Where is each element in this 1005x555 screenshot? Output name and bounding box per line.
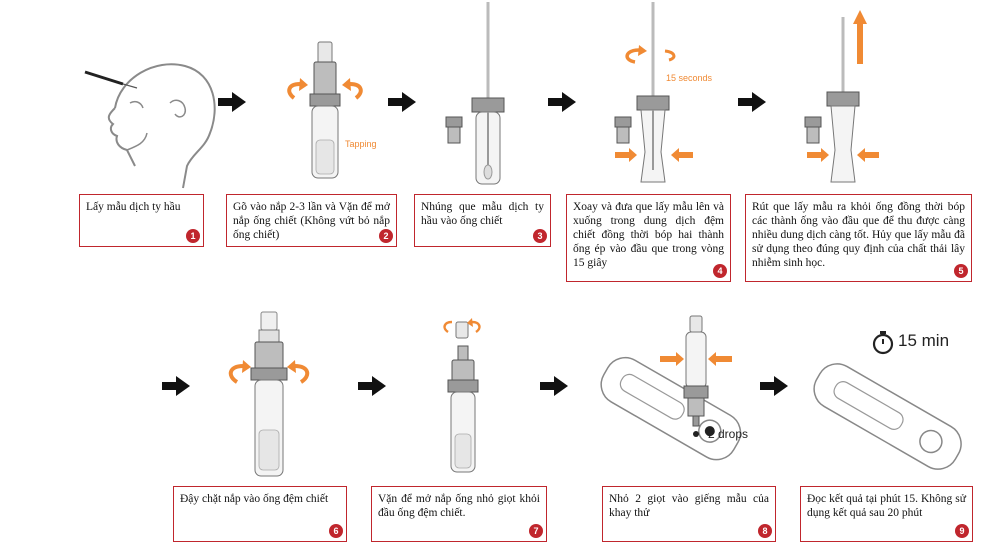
fifteen-seconds-label: 15 seconds <box>666 73 713 83</box>
step-8-badge: 8 <box>758 524 772 538</box>
timer-label: 15 min <box>898 331 950 350</box>
step-arrow-3 <box>548 92 578 112</box>
step-arrow-5 <box>162 376 192 396</box>
open-dropper-illustration <box>418 316 508 476</box>
step-arrow-8 <box>760 376 790 396</box>
step-arrow-4 <box>738 92 768 112</box>
step-6-caption <box>173 486 347 542</box>
step-5-text: Rút que lấy mẫu ra khỏi ống đồng thời bóp các thành ống vào đầu que để thu được càng nhiều dung dịch càng tốt. Hủy que lấy mẫu đã sử dụng theo đúng quy định của chất thải lây nhiễm sinh học. <box>752 201 965 269</box>
step-1-badge: 1 <box>186 229 200 243</box>
step-7-text: Vặn để mở nắp ống nhỏ giọt khỏi đầu ống đệm chiết. <box>378 493 540 519</box>
add-drops-illustration <box>586 312 756 482</box>
step-5-caption <box>745 194 972 282</box>
step-4-text: Xoay và đưa que lấy mẫu lên và xuống trong dung dịch đệm chiết đồng thời bóp hai thành ống ép vào đầu que trong vòng 15 giây <box>573 201 724 269</box>
step-2-badge: 2 <box>379 229 393 243</box>
swab-insert-illustration <box>440 2 520 187</box>
step-2-text: Gõ vào nắp 2-3 lần và Vặn để mở nắp ống chiết (Không vứt bỏ nắp ống chiết) <box>233 201 390 241</box>
step-arrow-2 <box>388 92 418 112</box>
step-5-badge: 5 <box>954 264 968 278</box>
step-2-caption <box>226 194 397 247</box>
step-9-text: Đọc kết quả tại phút 15. Không sử dụng kết quả sau 20 phút <box>807 493 966 519</box>
step-8-text: Nhỏ 2 giọt vào giếng mẫu của khay thử <box>609 493 769 519</box>
step-4-badge: 4 <box>713 264 727 278</box>
step-9-caption <box>800 486 973 542</box>
close-cap-illustration <box>215 310 325 480</box>
step-4-caption <box>566 194 731 282</box>
step-6-text: Đậy chặt nắp vào ống đệm chiết <box>180 493 329 505</box>
step-7-badge: 7 <box>529 524 543 538</box>
nasal-swab-illustration <box>75 48 225 198</box>
two-drops-label: 2 drops <box>708 427 749 441</box>
step-3-badge: 3 <box>533 229 547 243</box>
step-3-text: Nhúng que mẫu dịch ty hầu vào ống chiết <box>421 201 544 227</box>
tapping-label: Tapping <box>345 139 377 149</box>
step-1-caption <box>79 194 204 247</box>
step-9-badge: 9 <box>955 524 969 538</box>
step-8-caption <box>602 486 776 542</box>
step-3-caption <box>414 194 551 247</box>
step-arrow-6 <box>358 376 388 396</box>
tube-tapping-illustration <box>270 40 380 190</box>
step-arrow-7 <box>540 376 570 396</box>
step-7-caption <box>371 486 547 542</box>
step-arrow-1 <box>218 92 248 112</box>
step-6-badge: 6 <box>329 524 343 538</box>
stopwatch-icon <box>872 331 894 355</box>
withdraw-swab-illustration <box>795 2 905 187</box>
swirl-squeeze-illustration <box>605 2 715 187</box>
step-1-text: Lấy mẫu dịch ty hầu <box>86 201 181 213</box>
